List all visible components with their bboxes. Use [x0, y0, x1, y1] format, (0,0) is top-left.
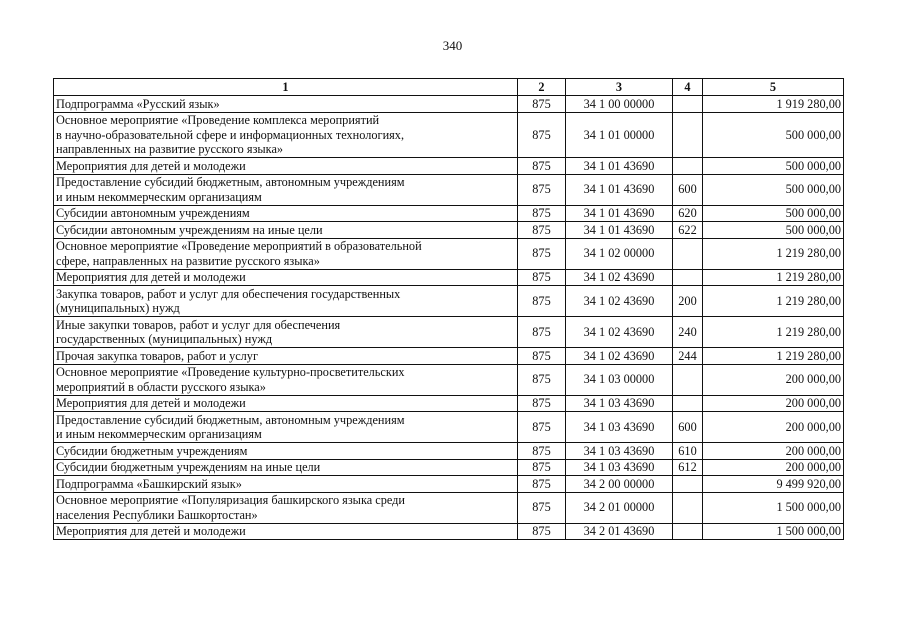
row-code-cell: 875 — [518, 523, 566, 540]
row-classification-cell: 34 1 01 43690 — [566, 158, 673, 175]
row-expense-type-cell: 620 — [673, 205, 703, 222]
table-row — [54, 459, 844, 476]
row-code-cell: 875 — [518, 96, 566, 113]
row-code-cell: 875 — [518, 395, 566, 412]
row-name-cell: Мероприятия для детей и молодежи — [54, 395, 518, 412]
row-expense-type-cell — [673, 395, 703, 412]
row-name-cell: Субсидии автономным учреждениям на иные цели — [54, 222, 518, 239]
row-expense-type-cell — [673, 238, 703, 269]
row-name-cell: Основное мероприятие «Проведение культурно-просветительских мероприятий в области русского языка» — [54, 364, 518, 395]
row-name-cell: Предоставление субсидий бюджетным, автономным учреждениям и иным некоммерческим организациям — [54, 412, 518, 443]
row-expense-type-cell — [673, 269, 703, 286]
row-amount-cell: 1 500 000,00 — [703, 523, 844, 540]
row-classification-cell: 34 1 03 00000 — [566, 364, 673, 395]
table-row — [54, 348, 844, 365]
row-expense-type-cell — [673, 96, 703, 113]
row-classification-cell: 34 2 00 00000 — [566, 476, 673, 493]
row-expense-type-cell: 244 — [673, 348, 703, 365]
row-code-cell: 875 — [518, 476, 566, 493]
row-expense-type-cell: 610 — [673, 443, 703, 460]
header-col-2: 2 — [518, 79, 566, 96]
table-row — [54, 286, 844, 317]
row-classification-cell: 34 1 01 43690 — [566, 174, 673, 205]
page-number: 340 — [442, 38, 463, 53]
row-amount-cell: 200 000,00 — [703, 364, 844, 395]
row-expense-type-cell: 240 — [673, 317, 703, 348]
table-row — [54, 443, 844, 460]
row-code-cell: 875 — [518, 286, 566, 317]
row-amount-cell: 500 000,00 — [703, 112, 844, 158]
row-classification-cell: 34 1 03 43690 — [566, 412, 673, 443]
row-name-cell: Мероприятия для детей и молодежи — [54, 269, 518, 286]
row-code-cell: 875 — [518, 364, 566, 395]
row-code-cell: 875 — [518, 492, 566, 523]
row-expense-type-cell — [673, 476, 703, 493]
row-amount-cell: 500 000,00 — [703, 158, 844, 175]
row-expense-type-cell: 622 — [673, 222, 703, 239]
row-name-cell: Субсидии бюджетным учреждениям — [54, 443, 518, 460]
row-amount-cell: 200 000,00 — [703, 443, 844, 460]
row-amount-cell: 200 000,00 — [703, 459, 844, 476]
table-header — [54, 79, 844, 96]
row-code-cell: 875 — [518, 459, 566, 476]
row-amount-cell: 1 500 000,00 — [703, 492, 844, 523]
row-classification-cell: 34 1 01 43690 — [566, 205, 673, 222]
row-code-cell: 875 — [518, 269, 566, 286]
row-amount-cell: 500 000,00 — [703, 222, 844, 239]
row-code-cell: 875 — [518, 158, 566, 175]
row-amount-cell: 1 219 280,00 — [703, 286, 844, 317]
row-code-cell: 875 — [518, 443, 566, 460]
row-code-cell: 875 — [518, 174, 566, 205]
table-row — [54, 205, 844, 222]
row-name-cell: Подпрограмма «Русский язык» — [54, 96, 518, 113]
row-name-cell: Основное мероприятие «Популяризация башкирского языка среди населения Республики Башкортостан» — [54, 492, 518, 523]
row-expense-type-cell — [673, 158, 703, 175]
row-amount-cell: 1 919 280,00 — [703, 96, 844, 113]
row-classification-cell: 34 1 02 43690 — [566, 286, 673, 317]
row-expense-type-cell: 600 — [673, 412, 703, 443]
row-classification-cell: 34 1 01 43690 — [566, 222, 673, 239]
row-amount-cell: 200 000,00 — [703, 395, 844, 412]
row-classification-cell: 34 1 02 43690 — [566, 269, 673, 286]
row-code-cell: 875 — [518, 412, 566, 443]
header-col-4: 4 — [673, 79, 703, 96]
row-name-cell: Подпрограмма «Башкирский язык» — [54, 476, 518, 493]
row-name-cell: Прочая закупка товаров, работ и услуг — [54, 348, 518, 365]
row-code-cell: 875 — [518, 222, 566, 239]
row-code-cell: 875 — [518, 112, 566, 158]
budget-table — [53, 78, 844, 540]
table-row — [54, 476, 844, 493]
row-code-cell: 875 — [518, 238, 566, 269]
row-name-cell: Субсидии автономным учреждениям — [54, 205, 518, 222]
table-row — [54, 523, 844, 540]
row-classification-cell: 34 1 02 43690 — [566, 348, 673, 365]
row-classification-cell: 34 2 01 00000 — [566, 492, 673, 523]
header-row — [54, 79, 844, 96]
row-amount-cell: 1 219 280,00 — [703, 269, 844, 286]
row-expense-type-cell: 600 — [673, 174, 703, 205]
header-col-3: 3 — [566, 79, 673, 96]
row-classification-cell: 34 1 00 00000 — [566, 96, 673, 113]
header-col-1: 1 — [54, 79, 518, 96]
table-row — [54, 492, 844, 523]
row-expense-type-cell — [673, 364, 703, 395]
table-row — [54, 317, 844, 348]
table-row — [54, 96, 844, 113]
table-row — [54, 395, 844, 412]
row-amount-cell: 200 000,00 — [703, 412, 844, 443]
table-row — [54, 112, 844, 158]
row-classification-cell: 34 1 02 43690 — [566, 317, 673, 348]
row-name-cell: Мероприятия для детей и молодежи — [54, 523, 518, 540]
row-amount-cell: 1 219 280,00 — [703, 348, 844, 365]
row-expense-type-cell: 200 — [673, 286, 703, 317]
row-classification-cell: 34 1 03 43690 — [566, 395, 673, 412]
row-expense-type-cell: 612 — [673, 459, 703, 476]
row-amount-cell: 1 219 280,00 — [703, 238, 844, 269]
table-row — [54, 158, 844, 175]
row-name-cell: Иные закупки товаров, работ и услуг для обеспечения государственных (муниципальных) нужд — [54, 317, 518, 348]
row-code-cell: 875 — [518, 317, 566, 348]
row-classification-cell: 34 1 01 00000 — [566, 112, 673, 158]
row-code-cell: 875 — [518, 348, 566, 365]
row-code-cell: 875 — [518, 205, 566, 222]
row-name-cell: Предоставление субсидий бюджетным, автономным учреждениям и иным некоммерческим организациям — [54, 174, 518, 205]
row-name-cell: Субсидии бюджетным учреждениям на иные цели — [54, 459, 518, 476]
table-row — [54, 412, 844, 443]
table-row — [54, 269, 844, 286]
row-classification-cell: 34 1 03 43690 — [566, 459, 673, 476]
table-row — [54, 364, 844, 395]
row-name-cell: Основное мероприятие «Проведение мероприятий в образовательной сфере, направленных на развитие русского языка» — [54, 238, 518, 269]
row-amount-cell: 500 000,00 — [703, 174, 844, 205]
table-row — [54, 238, 844, 269]
table-row — [54, 174, 844, 205]
row-expense-type-cell — [673, 492, 703, 523]
table-row — [54, 222, 844, 239]
row-classification-cell: 34 1 03 43690 — [566, 443, 673, 460]
row-expense-type-cell — [673, 523, 703, 540]
row-amount-cell: 1 219 280,00 — [703, 317, 844, 348]
row-name-cell: Закупка товаров, работ и услуг для обеспечения государственных (муниципальных) нужд — [54, 286, 518, 317]
row-classification-cell: 34 1 02 00000 — [566, 238, 673, 269]
row-expense-type-cell — [673, 112, 703, 158]
row-classification-cell: 34 2 01 43690 — [566, 523, 673, 540]
row-name-cell: Основное мероприятие «Проведение комплекса мероприятий в научно-образовательной сфере и информационных технологиях, направленных на развитие русского языка» — [54, 112, 518, 158]
row-amount-cell: 500 000,00 — [703, 205, 844, 222]
row-name-cell: Мероприятия для детей и молодежи — [54, 158, 518, 175]
table-body — [54, 96, 844, 540]
row-amount-cell: 9 499 920,00 — [703, 476, 844, 493]
header-col-5: 5 — [703, 79, 844, 96]
